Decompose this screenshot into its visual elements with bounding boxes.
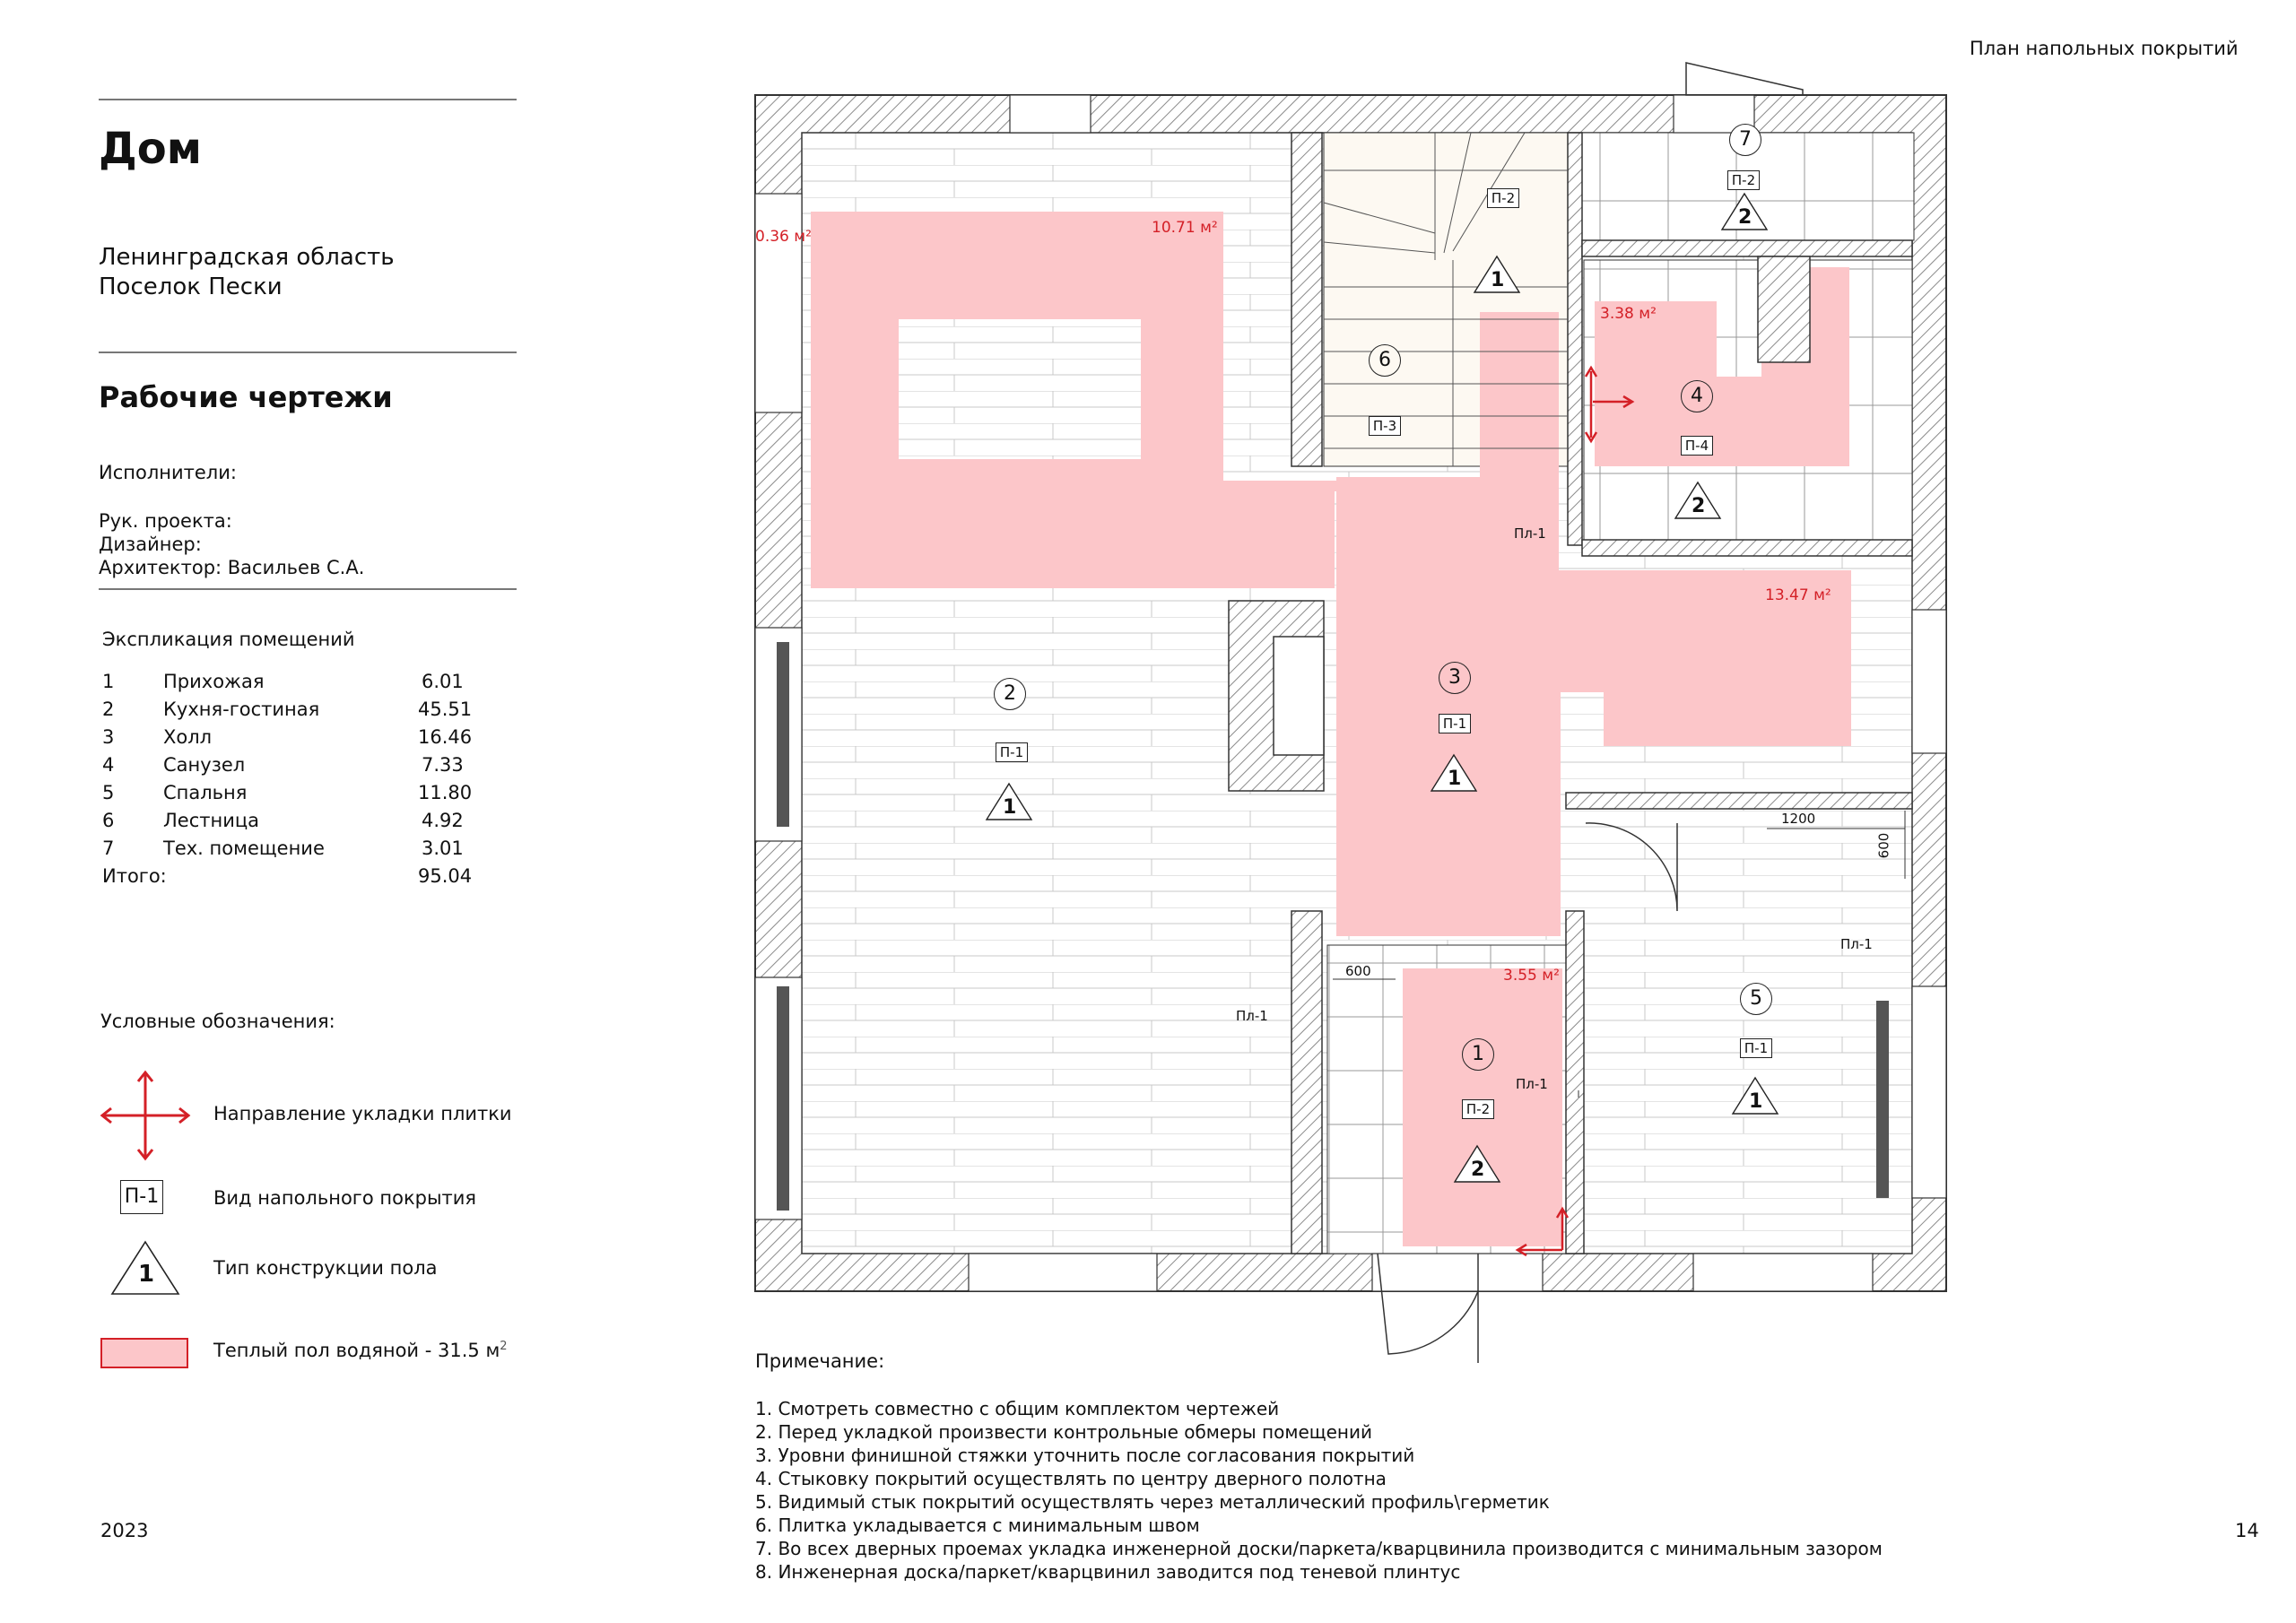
- note-item: 1. Смотреть совместно с общим комплектом чертежей: [755, 1398, 1280, 1419]
- designer-label: Дизайнер:: [99, 534, 202, 555]
- room-marker: [1462, 1038, 1494, 1071]
- room-number: 6: [102, 810, 115, 831]
- room-marker-number: 6: [1378, 349, 1391, 371]
- room-marker: [1369, 344, 1401, 377]
- room-area: 7.33: [422, 754, 464, 776]
- dimension-label: 600: [1875, 832, 1892, 859]
- divider: [99, 99, 517, 100]
- room-marker: [1729, 124, 1761, 156]
- plinth-label: Пл-1: [1840, 936, 1873, 952]
- room-number: 4: [102, 754, 115, 776]
- room-number: 7: [102, 838, 115, 859]
- floor-type-code: 1: [1491, 269, 1505, 291]
- room-marker-number: 7: [1739, 128, 1752, 151]
- room-number: 3: [102, 726, 115, 748]
- room-marker: [1740, 983, 1772, 1015]
- cover-code-box: [1727, 170, 1760, 190]
- room-name: Кухня-гостиная: [163, 699, 320, 720]
- cover-code-box: [1369, 416, 1401, 436]
- heating-area-label: 0.36 м²: [755, 228, 812, 246]
- room-area: 4.92: [422, 810, 464, 831]
- room-marker-number: 5: [1750, 987, 1762, 1010]
- room-name: Спальня: [163, 782, 248, 803]
- heating-area-label: 3.55 м²: [1503, 967, 1560, 985]
- heating-area-label: 3.38 м²: [1600, 305, 1657, 323]
- cover-code: П-3: [1372, 418, 1397, 434]
- floor-type-code: 1: [1749, 1090, 1763, 1113]
- room-area: 45.51: [418, 699, 473, 720]
- floor-type-code: 2: [1738, 206, 1752, 229]
- table-row: [102, 699, 114, 720]
- divider: [99, 352, 517, 353]
- performers-label: Исполнители:: [99, 462, 237, 483]
- floor-type-code: 2: [1471, 1159, 1485, 1181]
- cover-code-box: [1681, 436, 1713, 456]
- table-row: [102, 754, 114, 776]
- cover-code: П-2: [1465, 1101, 1491, 1117]
- sheet-header: План напольных покрытий: [1970, 38, 2239, 59]
- legend-cover-label: Вид напольного покрытия: [213, 1187, 477, 1209]
- note-item: 6. Плитка укладывается с минимальным швом: [755, 1515, 1200, 1536]
- total-label: Итого:: [102, 865, 167, 887]
- lead-label: Рук. проекта:: [99, 510, 232, 532]
- year: 2023: [100, 1520, 149, 1541]
- cover-code-box: [1740, 1038, 1772, 1058]
- project-title: Дом: [99, 124, 202, 174]
- note-item: 5. Видимый стык покрытий осуществлять через металлический профиль\герметик: [755, 1491, 1550, 1513]
- address-line-1: Ленинградская область: [99, 244, 395, 271]
- room-name: Прихожая: [163, 671, 265, 692]
- room-marker-number: 4: [1691, 385, 1703, 407]
- plinth-label: Пл-1: [1516, 1076, 1548, 1092]
- floor-type-code: 1: [1448, 768, 1462, 790]
- legend-type-label: Тип конструкции пола: [213, 1257, 438, 1279]
- room-area: 3.01: [422, 838, 464, 859]
- table-row: [102, 782, 114, 803]
- room-number: 1: [102, 671, 115, 692]
- room-marker-number: 3: [1448, 666, 1461, 689]
- note-item: 2. Перед укладкой произвести контрольные обмеры помещений: [755, 1421, 1372, 1443]
- notes-title: Примечание:: [755, 1350, 885, 1372]
- explication-title: Экспликация помещений: [102, 629, 355, 650]
- cover-code-box: [996, 742, 1028, 762]
- room-marker: [994, 678, 1026, 710]
- floor-type-code: 1: [1003, 796, 1017, 819]
- cover-code: П-4: [1684, 438, 1709, 454]
- table-row: [102, 726, 114, 748]
- legend-heating-swatch: [100, 1338, 188, 1368]
- room-name: Тех. помещение: [163, 838, 325, 859]
- page-number: 14: [2235, 1520, 2259, 1541]
- table-row: [102, 810, 114, 831]
- plinth-label: Пл-1: [1514, 525, 1546, 542]
- room-number: 2: [102, 699, 115, 720]
- cover-code: П-1: [999, 744, 1024, 760]
- note-item: 8. Инженерная доска/паркет/кварцвинил заводится под теневой плинтус: [755, 1561, 1461, 1583]
- room-area: 6.01: [422, 671, 464, 692]
- plinth-label: Пл-1: [1236, 1008, 1268, 1024]
- legend-cover-code: П-1: [124, 1185, 160, 1208]
- room-marker-number: 2: [1004, 682, 1016, 705]
- table-row: [102, 838, 114, 859]
- divider: [99, 588, 517, 590]
- heating-area-label: 13.47 м²: [1765, 586, 1831, 604]
- legend-heating-label: [213, 1340, 508, 1361]
- legend-heating-sup: 2: [500, 1340, 508, 1353]
- note-item: 7. Во всех дверных проемах укладка инженерной доски/паркета/кварцвинила производится с минимальным зазором: [755, 1538, 1883, 1559]
- total-value: 95.04: [418, 865, 473, 887]
- legend-type-code: 1: [138, 1261, 155, 1288]
- room-area: 11.80: [418, 782, 473, 803]
- legend-cover-box: [120, 1180, 163, 1214]
- cover-code-box: [1487, 188, 1519, 208]
- floor-plan: [753, 56, 1961, 1367]
- heating-area-label: 10.71 м²: [1152, 219, 1218, 237]
- room-marker: [1439, 662, 1471, 694]
- note-item: 4. Стыковку покрытий осуществлять по центру дверного полотна: [755, 1468, 1387, 1489]
- direction-arrows-icon: [97, 1069, 194, 1162]
- room-marker: [1681, 380, 1713, 412]
- cover-code-box: [1462, 1099, 1494, 1119]
- cover-code: П-1: [1442, 716, 1467, 732]
- room-number: 5: [102, 782, 115, 803]
- legend-direction-label: Направление укладки плитки: [213, 1103, 512, 1124]
- cover-code: П-1: [1744, 1040, 1769, 1056]
- cover-code-box: [1439, 714, 1471, 733]
- section-title: Рабочие чертежи: [99, 380, 393, 414]
- room-area: 16.46: [418, 726, 473, 748]
- floor-type-code: 2: [1692, 495, 1706, 517]
- cover-code: П-2: [1731, 172, 1756, 188]
- address-line-2: Поселок Пески: [99, 273, 283, 300]
- cover-code: П-2: [1491, 190, 1516, 206]
- legend-heating-text: Теплый пол водяной - 31.5 м: [213, 1340, 500, 1361]
- room-marker-number: 1: [1472, 1043, 1484, 1065]
- room-name: Санузел: [163, 754, 246, 776]
- room-name: Холл: [163, 726, 213, 748]
- legend-title: Условные обозначения:: [100, 1011, 335, 1032]
- note-item: 3. Уровни финишной стяжки уточнить после согласования покрытий: [755, 1445, 1415, 1466]
- dimension-label: 600: [1345, 963, 1371, 979]
- table-row: [102, 671, 114, 692]
- room-name: Лестница: [163, 810, 260, 831]
- dimension-label: 1200: [1781, 811, 1816, 827]
- architect-label: Архитектор: Васильев С.А.: [99, 557, 365, 578]
